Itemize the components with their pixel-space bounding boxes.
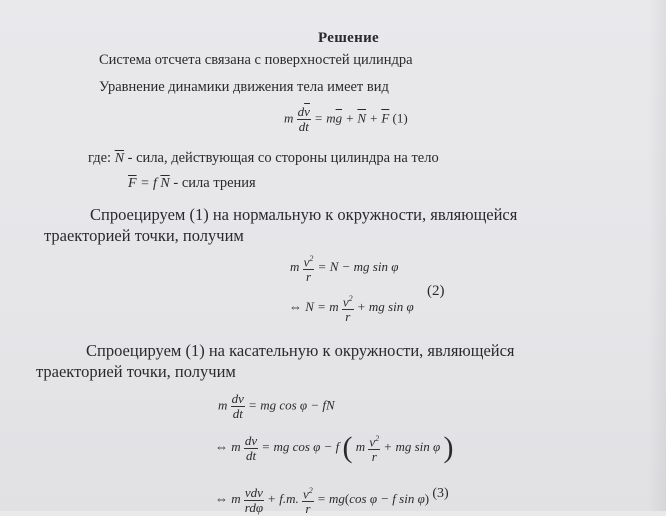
equation-2a: m $\frac{v^2}{r}$ = N − mg sin φ [290,254,399,285]
paragraph-normal-projection-2: траекторией точки, получим [44,226,244,245]
text-line-reference-frame: Система отсчета связана с поверхностей цилиндра [99,52,413,68]
equation-1-number: (1) [392,110,408,126]
equation-1: m $\frac{d\overline{v}}{dt}$ = $m\overline{g} + \overline{N} + \overline{F}$ (1) [284,104,408,134]
normal-force-symbol: $\overline{N}$ [114,151,125,166]
normal-force-desc: - сила, действующая со стороны цилиндра на тело [127,150,439,166]
friction-desc: - сила трения [173,175,256,191]
paragraph-tangent-projection-2: траекторией точки, получим [36,362,236,381]
page-edge-shadow [648,0,666,511]
friction-line [128,175,256,192]
where-line [88,150,439,167]
text-line-dynamics: Уравнение динамики движения тела имеет вид [99,79,389,95]
friction-formula: $\overline{F} = f$ $\overline{N}$ [128,176,170,191]
equation-3b: ⇔ m $\frac{dv}{dt}$ = mg cos φ − f ( m $\frac{v^2}{r}$ + mg sin φ ) [215,431,454,465]
equation-2b: ⇔ N = m $\frac{v^2}{r}$ + mg sin φ [289,294,414,325]
paragraph-tangent-projection-1: Спроецируем (1) на касательную к окружности, являющейся [86,341,515,360]
where-prefix: где: [88,150,112,166]
equation-3-number: (3) [432,486,449,502]
equation-3c: ⇔ m $\frac{\text{vdv}}{\text{rdφ}}$ + f.m. $\frac{v^2}{r}$ = mg(cos φ − f sin φ) (3) [215,484,449,516]
equation-2-number: (2) [427,283,445,299]
heading: Решение [318,30,379,46]
paragraph-normal-projection-1: Спроецируем (1) на нормальную к окружности, являющейся [90,205,518,224]
equation-3a: m $\frac{dv}{dt}$ = mg cos φ − fN [218,391,335,421]
